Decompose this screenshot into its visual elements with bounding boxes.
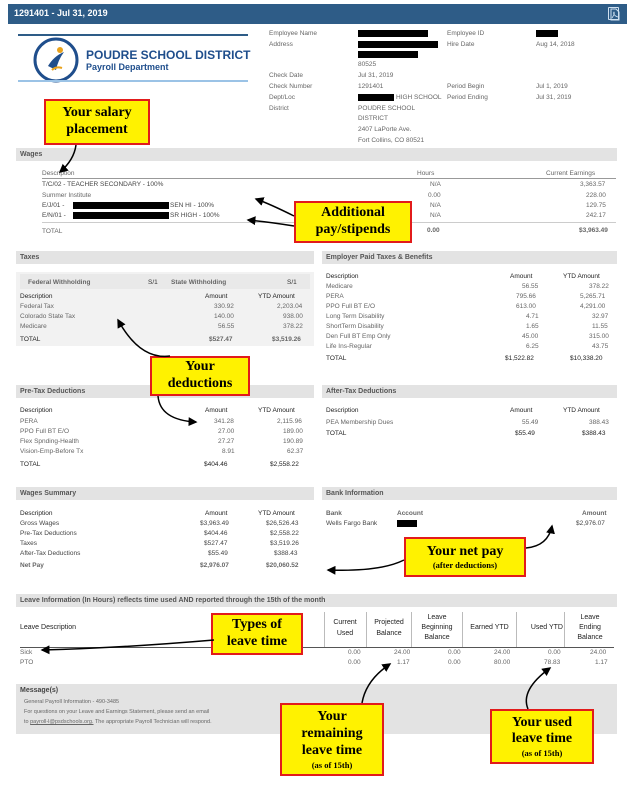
- state-status: S/1: [287, 279, 297, 286]
- aftertax-total-amount: $55.49: [515, 430, 535, 437]
- statement-title-bar: [8, 4, 627, 24]
- leave-row-used: 0.00: [548, 649, 561, 656]
- dept-name: Payroll Department: [86, 62, 169, 72]
- wage-row-desc-suffix: SR HIGH - 100%: [170, 212, 220, 219]
- tax-row-ytd: 2,203.04: [277, 303, 303, 310]
- summary-col-description: Description: [20, 510, 53, 517]
- redacted-address-2: [358, 51, 418, 58]
- dept-loc-label: Dept/Loc: [269, 94, 296, 101]
- federal-status: S/1: [148, 279, 158, 286]
- leave-row-projected: 1.17: [397, 659, 410, 666]
- tax-row-desc: Medicare: [20, 323, 47, 330]
- bank-header: Bank Information: [322, 487, 617, 500]
- wages-col-description: Description: [42, 170, 75, 177]
- wages-col-hours: Hours: [417, 170, 435, 177]
- summary-row-amount: $3,963.49: [200, 520, 229, 527]
- pretax-header: Pre-Tax Deductions: [16, 385, 314, 398]
- summary-row-desc: After-Tax Deductions: [20, 550, 81, 557]
- taxes-total-amount: $527.47: [209, 336, 233, 343]
- district-label: District: [269, 105, 289, 112]
- employer-header: Employer Paid Taxes & Benefits: [322, 251, 617, 264]
- wages-total-label: TOTAL: [42, 228, 63, 235]
- employer-row-ytd: 5,265.71: [580, 293, 606, 300]
- leave-row-used: 78.83: [544, 659, 561, 666]
- pretax-row-ytd: 62.37: [287, 448, 304, 455]
- employer-row-ytd: 315.00: [589, 333, 609, 340]
- pretax-col-description: Description: [20, 407, 53, 414]
- summary-col-ytd: YTD Amount: [258, 510, 295, 517]
- leave-col-projected-1: Projected: [374, 619, 404, 626]
- employer-row-ytd: 11.55: [592, 323, 608, 330]
- messages-title: Message(s): [20, 687, 59, 694]
- check-number-value: 1291401: [358, 83, 384, 90]
- aftertax-header: After-Tax Deductions: [322, 385, 617, 398]
- leave-table: [20, 612, 614, 666]
- employer-row-amount: 56.55: [522, 283, 539, 290]
- wages-header: Wages: [16, 148, 617, 161]
- wage-row-hours: N/A: [430, 181, 441, 188]
- redacted-position: [73, 202, 169, 209]
- aftertax-col-amount: Amount: [510, 407, 533, 414]
- leave-col-ending-1: Leave: [580, 614, 600, 621]
- callout-deductions: [150, 356, 250, 396]
- redacted-address-1: [358, 41, 438, 48]
- employer-row-desc: ShortTerm Disability: [326, 323, 384, 330]
- leave-row-projected: 24.00: [394, 649, 411, 656]
- wage-row-desc-prefix: E/N/01 -: [42, 212, 66, 219]
- employee-id-label: Employee ID: [447, 30, 485, 37]
- redacted-dept: [358, 94, 394, 101]
- leave-row-begin: 0.00: [448, 659, 461, 666]
- tax-row-desc: Federal Tax: [20, 303, 54, 310]
- wages-col-current: Current Earnings: [546, 170, 596, 177]
- wage-row-amount: 228.00: [586, 192, 606, 199]
- check-date-value: Jul 31, 2019: [358, 72, 394, 79]
- wage-row-desc: Summer Institute: [42, 192, 92, 199]
- district-line-4: Fort Collins, CO 80521: [358, 137, 425, 144]
- tax-row-ytd: 378.22: [283, 323, 303, 330]
- net-pay-label: Net Pay: [20, 562, 44, 569]
- hire-date-label: Hire Date: [447, 41, 475, 48]
- zip-value: 80525: [358, 61, 377, 68]
- callout-leavetypes-line-1: Types of: [232, 617, 282, 633]
- wage-row-hours: N/A: [430, 212, 441, 219]
- employer-row-amount: 4.71: [526, 313, 539, 320]
- employer-row-ytd: 32.97: [592, 313, 609, 320]
- leave-col-description: Leave Description: [20, 624, 77, 631]
- callout-netpay-line-2: (after deductions): [432, 560, 498, 571]
- bank-name: Wells Fargo Bank: [326, 520, 378, 527]
- check-number-label: Check Number: [269, 83, 313, 90]
- pretax-row-amount: 27.00: [218, 428, 235, 435]
- callout-additional-line-2: pay/stipends: [315, 222, 391, 237]
- tax-row-amount: 140.00: [214, 313, 234, 320]
- wages-total-hours: 0.00: [427, 227, 440, 234]
- aftertax-row-ytd: 388.43: [589, 419, 609, 426]
- employer-row-amount: 613.00: [516, 303, 536, 310]
- employer-row-ytd: 378.22: [589, 283, 609, 290]
- employee-name-label: Employee Name: [269, 30, 318, 37]
- callout-used-line-1: Your used: [511, 714, 573, 730]
- pretax-total-label: TOTAL: [20, 461, 41, 468]
- pretax-row-desc: PPO Full BT E/O: [20, 428, 70, 435]
- pretax-total-ytd: $2,558.22: [270, 461, 299, 468]
- callout-additional-pay: [294, 201, 412, 243]
- taxes-header: Taxes: [16, 251, 314, 264]
- arrow-netpay-1: [328, 560, 404, 570]
- aftertax-total-ytd: $388.43: [582, 430, 606, 437]
- message-line-3-suffix: The appropriate Payroll Technician will respond.: [94, 719, 212, 725]
- employer-row-amount: 795.66: [516, 293, 536, 300]
- wage-row-desc: T/C/02 - TEACHER SECONDARY - 100%: [42, 181, 164, 188]
- summary-row-ytd: $26,526.43: [266, 520, 299, 527]
- wage-row-hours: N/A: [430, 202, 441, 209]
- callout-deductions-line-1: Your: [185, 359, 215, 375]
- arrow-additional-2: [248, 220, 294, 226]
- leave-row-ending: 24.00: [590, 649, 607, 656]
- leave-row-desc: PTO: [20, 659, 34, 666]
- arrow-deductions-2: [158, 396, 196, 422]
- period-begin-value: Jul 1, 2019: [536, 83, 568, 90]
- callout-additional-line-1: Additional: [321, 205, 385, 221]
- wages-total-amount: $3,963.49: [579, 227, 608, 234]
- summary-row-amount: $404.46: [204, 530, 228, 537]
- leave-row-earned: 24.00: [494, 649, 511, 656]
- leave-header: Leave Information (In Hours) reflects time used AND reported through the 15th of the month: [16, 594, 617, 607]
- callout-used-leave: [490, 709, 594, 764]
- taxes-total-label: TOTAL: [20, 336, 41, 343]
- address-label: Address: [269, 41, 293, 48]
- bank-col-amount: Amount: [582, 510, 607, 517]
- callout-remaining-line-1: Your: [317, 709, 347, 725]
- period-begin-label: Period Begin: [447, 83, 485, 90]
- summary-row-amount: $527.47: [204, 540, 228, 547]
- tax-row-ytd: 938.00: [283, 313, 303, 320]
- summary-row-desc: Gross Wages: [20, 520, 60, 527]
- pretax-row-amount: 8.91: [222, 448, 235, 455]
- leave-col-used: Used YTD: [530, 624, 563, 631]
- pretax-total-amount: $404.46: [204, 461, 228, 468]
- employer-row-amount: 6.25: [526, 343, 539, 350]
- callout-salary-placement: [44, 99, 150, 145]
- summary-header: Wages Summary: [16, 487, 314, 500]
- arrow-additional-1: [256, 199, 294, 216]
- callout-leave-types: [211, 613, 303, 655]
- wage-row-amount: 242.17: [586, 212, 606, 219]
- wage-row-amount: 3,363.57: [580, 181, 606, 188]
- wage-row-amount: 129.75: [586, 202, 606, 209]
- employer-col-ytd: YTD Amount: [563, 273, 600, 280]
- aftertax-col-description: Description: [326, 407, 359, 414]
- wage-row-hours: 0.00: [428, 192, 441, 199]
- payroll-email-link[interactable]: payroll-l@psdschools.org.: [30, 719, 94, 725]
- callout-remaining-line-4: (as of 15th): [311, 759, 353, 770]
- employer-total-ytd: $10,338.20: [570, 355, 603, 362]
- callout-net-pay: [404, 537, 526, 577]
- summary-row-ytd: $2,558.22: [270, 530, 299, 537]
- message-line-2: For questions on your Leave and Earnings Statement, please send an email: [24, 709, 210, 715]
- pretax-row-ytd: 190.89: [283, 438, 303, 445]
- leave-col-begin-1: Leave: [427, 614, 447, 621]
- callout-salary-line-1: Your salary: [62, 105, 132, 121]
- pretax-row-desc: Vision-Emp-Before Tx: [20, 448, 84, 455]
- leave-col-begin-3: Balance: [424, 634, 450, 642]
- callout-remaining-line-3: leave time: [301, 742, 363, 758]
- leave-row-earned: 80.00: [494, 659, 511, 666]
- pretax-row-desc: PERA: [20, 418, 38, 425]
- taxes-col-amount: Amount: [205, 293, 228, 300]
- statement-period: 1291401 - Jul 31, 2019: [14, 8, 108, 18]
- pdf-icon[interactable]: [608, 7, 619, 20]
- employer-row-ytd: 43.75: [592, 343, 609, 350]
- aftertax-row-desc: PEA Membership Dues: [326, 419, 394, 426]
- redacted-employee-id: [536, 30, 558, 37]
- callout-deductions-line-2: deductions: [167, 376, 233, 391]
- pretax-row-ytd: 2,115.96: [277, 418, 302, 425]
- summary-row-amount: $55.49: [208, 550, 228, 557]
- leave-col-ending-2: Ending: [579, 624, 601, 632]
- bank-col-account: Account: [397, 510, 423, 517]
- callout-leavetypes-line-2: leave time: [226, 634, 288, 649]
- taxes-col-description: Description: [20, 293, 53, 300]
- redacted-account: [397, 520, 417, 527]
- pretax-col-ytd: YTD Amount: [258, 407, 295, 414]
- period-ending-label: Period Ending: [447, 94, 488, 101]
- employer-row-amount: 1.65: [526, 323, 539, 330]
- district-line-2: DISTRICT: [358, 115, 388, 122]
- org-name: POUDRE SCHOOL DISTRICT: [86, 48, 251, 62]
- aftertax-row-amount: 55.49: [522, 419, 539, 426]
- tax-row-amount: 56.55: [218, 323, 235, 330]
- leave-col-ending-3: Balance: [577, 634, 603, 642]
- taxes-total-ytd: $3,519.26: [272, 336, 301, 343]
- pretax-row-amount: 341.28: [214, 418, 234, 425]
- period-ending-value: Jul 31, 2019: [536, 94, 572, 101]
- employer-row-desc: PPO Full BT E/O: [326, 303, 376, 310]
- logo: [18, 34, 251, 82]
- leave-col-current-2: Used: [336, 629, 354, 637]
- employer-row-amount: 45.00: [522, 333, 539, 340]
- redacted-name: [358, 30, 428, 37]
- district-line-1: POUDRE SCHOOL: [358, 105, 416, 112]
- summary-col-amount: Amount: [205, 510, 228, 517]
- pretax-row-ytd: 189.00: [283, 428, 303, 435]
- wage-row-desc-prefix: E/J/01 -: [42, 202, 65, 209]
- bank-col-bank: Bank: [326, 510, 342, 517]
- redacted-position: [73, 212, 169, 219]
- employer-row-ytd: 4,291.00: [580, 303, 606, 310]
- employer-row-desc: Den Full BT Emp Only: [326, 333, 391, 340]
- callout-remaining-line-2: remaining: [301, 726, 363, 741]
- district-line-3: 2407 LaPorte Ave.: [358, 126, 412, 133]
- summary-row-desc: Taxes: [20, 540, 37, 547]
- summary-row-desc: Pre-Tax Deductions: [20, 530, 77, 537]
- callout-used-line-2: leave time: [511, 731, 573, 747]
- callout-remaining-leave: [280, 703, 384, 776]
- check-date-label: Check Date: [269, 72, 303, 79]
- taxes-col-ytd: YTD Amount: [258, 293, 295, 300]
- leave-row-current: 0.00: [348, 659, 361, 666]
- leave-row-begin: 0.00: [448, 649, 461, 656]
- employer-total-amount: $1,522.82: [505, 355, 534, 362]
- tax-row-amount: 330.92: [214, 303, 234, 310]
- bank-amount: $2,976.07: [576, 520, 605, 527]
- leave-col-earned: Earned YTD: [470, 624, 509, 631]
- district-logo-icon: [30, 36, 82, 84]
- tax-row-desc: Colorado State Tax: [20, 313, 76, 320]
- callout-netpay-line-1: Your net pay: [426, 543, 504, 559]
- employer-row-desc: Medicare: [326, 283, 353, 290]
- pretax-row-amount: 27.27: [218, 438, 235, 445]
- callout-used-line-3: (as of 15th): [521, 748, 563, 759]
- dept-loc-value: HIGH SCHOOL: [396, 94, 442, 101]
- employer-row-desc: Long Term Disability: [326, 313, 385, 320]
- federal-withholding-label: Federal Withholding: [28, 279, 91, 286]
- employer-col-amount: Amount: [510, 273, 533, 280]
- callout-salary-line-2: placement: [66, 122, 128, 137]
- employer-total-label: TOTAL: [326, 355, 347, 362]
- net-pay-amount: $2,976.07: [200, 562, 229, 569]
- leave-col-projected-2: Balance: [376, 629, 402, 637]
- leave-row-ending: 1.17: [595, 659, 608, 666]
- net-pay-ytd: $20,060.52: [266, 562, 299, 569]
- summary-row-ytd: $3,519.26: [270, 540, 299, 547]
- state-withholding-label: State Withholding: [171, 279, 227, 286]
- leave-col-current-1: Current: [333, 619, 357, 626]
- message-line-3-prefix: to: [24, 719, 29, 725]
- leave-col-begin-2: Beginning: [421, 624, 453, 632]
- message-line-1: General Payroll Information - 490-3485: [24, 699, 120, 705]
- aftertax-total-label: TOTAL: [326, 430, 347, 437]
- arrow-netpay-2: [526, 526, 552, 548]
- employer-row-desc: Life Ins-Regular: [326, 343, 372, 350]
- pretax-col-amount: Amount: [205, 407, 228, 414]
- wage-row-desc-suffix: SEN HI - 100%: [170, 202, 215, 209]
- leave-row-current: 0.00: [348, 649, 361, 656]
- aftertax-col-ytd: YTD Amount: [563, 407, 600, 414]
- employer-col-description: Description: [326, 273, 359, 280]
- leave-row-desc: Sick: [20, 649, 33, 656]
- employer-row-desc: PERA: [326, 293, 344, 300]
- summary-row-ytd: $388.43: [274, 550, 298, 557]
- pretax-row-desc: Flex Spnding-Health: [20, 438, 79, 445]
- hire-date-value: Aug 14, 2018: [536, 41, 575, 48]
